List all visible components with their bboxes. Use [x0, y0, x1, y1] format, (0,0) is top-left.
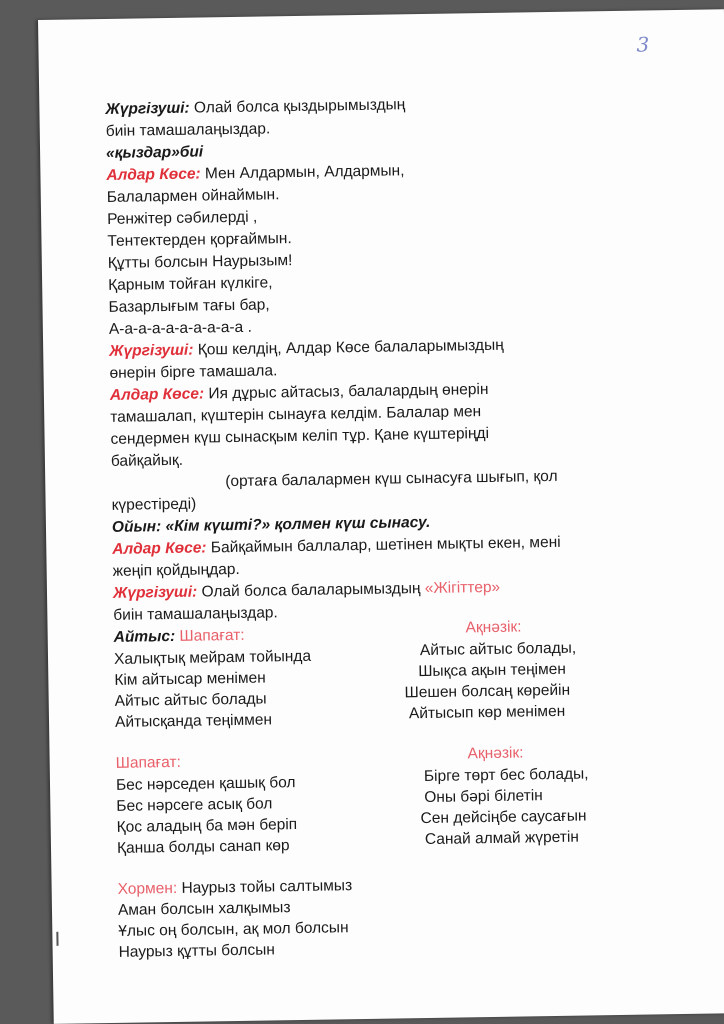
line-text: Аман болсын халқымыз: [117, 899, 291, 919]
text-line: [425, 829, 579, 849]
line-text: Бес нәрседен қашық бол: [115, 774, 296, 794]
line-text: Санай алмай жүретін: [424, 828, 580, 849]
text-line: [420, 807, 586, 828]
text-line: [110, 403, 481, 427]
speaker-label: Жүргізуші:: [112, 583, 198, 602]
text-line: [112, 534, 561, 559]
text-line: [113, 604, 278, 625]
text-line: [108, 296, 269, 317]
line-text: Қос аладың ба мән беріп: [116, 816, 298, 836]
text-line: [112, 514, 431, 537]
speaker-label: Хормен:: [117, 879, 178, 898]
text-line: [110, 381, 489, 405]
line-text: байқайық.: [110, 451, 184, 470]
line-text: Базарлығым тағы бар,: [108, 296, 270, 316]
text-line: [404, 682, 570, 703]
line-text: Мен Алдармын, Алдармын,: [200, 162, 405, 183]
line-text: Халықтық мейрам тойында: [113, 647, 312, 668]
text-line: [107, 230, 292, 251]
line-text: Тентектерден қорғаймын.: [107, 230, 292, 250]
text-line: [116, 774, 296, 795]
line-text: Қанша болды санап көр: [116, 837, 290, 857]
text-line: [118, 877, 353, 899]
line-text: Сен дейсіңбе саусағын: [420, 807, 587, 828]
line-text: Оны бәрі білетін: [424, 787, 543, 807]
text-line: [105, 96, 405, 119]
text-line: [116, 754, 181, 773]
scan-mark: [56, 932, 58, 946]
text-line: [467, 744, 523, 763]
line-text: биін тамашалаңыздар.: [105, 120, 271, 140]
text-line: [108, 274, 273, 295]
speaker-label: Шапағат:: [115, 753, 181, 772]
text-body: [38, 9, 724, 961]
line-text: А-а-а-а-а-а-а-а-а-а .: [108, 318, 252, 338]
text-line: [107, 186, 280, 207]
line-text: (ортаға балалармен күш сынасуға шығып, қол: [225, 467, 558, 491]
line-text: Айтыс:: [113, 627, 176, 646]
text-line: [116, 795, 272, 815]
line-text: Балалармен ойнаймын.: [106, 186, 280, 206]
text-line: [108, 252, 293, 273]
speaker-label: Ақнәзік:: [467, 744, 524, 763]
text-line: [106, 162, 404, 185]
text-line: [117, 837, 290, 858]
line-text: Ренжітер сәбилерді ,: [107, 208, 258, 228]
text-line: [106, 120, 271, 141]
speaker-label: Алдар Көсе:: [109, 385, 205, 404]
text-line: [418, 661, 566, 681]
text-line: [106, 143, 203, 163]
line-text: Кім айтысар менімен: [114, 669, 266, 689]
line-text: жеңіп қойдыңдар.: [112, 560, 240, 580]
speaker-label: «Жігіттер»: [424, 578, 501, 597]
line-text: Ия дұрыс айтасыз, балалардың өнерін: [203, 380, 489, 403]
text-line: [118, 899, 291, 920]
line-text: Шешен болсаң көрейін: [404, 681, 571, 702]
text-line: [225, 468, 558, 491]
line-text: Бірге төрт бес болады,: [423, 765, 589, 786]
line-text: Жүргізуші:: [105, 99, 190, 118]
line-text: сендермен күш сынасқым келіп тұр. Қане күштеріңді: [110, 424, 490, 448]
text-line: [114, 670, 266, 690]
line-text: Айтысқанда теңіммен: [114, 711, 273, 731]
speaker-label: Алдар Көсе:: [112, 539, 207, 558]
text-line: [110, 425, 489, 449]
line-text: Құтты болсын Наурызым!: [107, 252, 293, 272]
text-line: [113, 579, 500, 603]
line-text: Айтыс айтыс болады: [114, 690, 267, 710]
line-text: Ойын: «Кім күшті?» қолмен күш сынасу.: [111, 513, 431, 536]
line-text: Олай болса қыздырымыздың: [189, 96, 406, 117]
text-line: [109, 319, 252, 339]
line-text: Наурыз тойы салтымыз: [177, 877, 353, 897]
speaker-label: Алдар Көсе:: [106, 165, 201, 184]
text-line: [115, 690, 267, 710]
text-line: [113, 561, 240, 581]
text-line: [109, 337, 504, 361]
line-text: Олай болса балаларымыздың: [197, 579, 425, 601]
text-line: [465, 618, 521, 637]
line-text: Айтыс айтыс болады,: [419, 639, 577, 660]
line-text: «қыздар»биі: [105, 143, 204, 162]
text-line: [111, 452, 183, 471]
text-line: [115, 711, 272, 731]
text-line: [409, 703, 566, 723]
document-page: [38, 9, 724, 1024]
line-text: Ұлыс оң болсын, ақ мол болсын: [118, 919, 349, 940]
line-text: өнерін бірге тамашала.: [109, 362, 278, 382]
text-line: [118, 919, 349, 941]
text-line: [114, 627, 245, 647]
line-text: Айтысып көр менімен: [408, 702, 566, 723]
text-line: [114, 648, 311, 669]
line-text: Байқаймын баллалар, шетінен мықты екен, мені: [206, 533, 561, 557]
speaker-label: Шапағат:: [175, 626, 245, 645]
line-text: Қарным тойған күлкіге,: [108, 274, 273, 294]
line-text: тамашалап, күштерін сынауға келдім. Балалар мен: [110, 403, 482, 426]
text-line: [420, 640, 576, 660]
line-text: биін тамашалаңыздар.: [113, 604, 278, 624]
line-text: Бес нәрсеге асық бол: [116, 795, 273, 815]
text-line: [119, 941, 275, 961]
line-text: Наурыз құтты болсын: [118, 941, 275, 961]
speaker-label: Ақнәзік:: [465, 618, 522, 637]
page-number: 3: [636, 32, 650, 57]
text-line: [424, 765, 589, 786]
text-line: [109, 362, 277, 383]
text-line: [107, 209, 257, 229]
text-line: [111, 496, 196, 515]
line-text: Шықса ақын теңімен: [418, 660, 567, 681]
text-line: [117, 816, 298, 837]
speaker-label: Жүргізуші:: [109, 341, 194, 360]
line-text: күрестіреді): [111, 495, 197, 514]
text-line: [424, 787, 543, 807]
line-text: Қош келдің, Алдар Көсе балаларымыздың: [193, 336, 504, 359]
